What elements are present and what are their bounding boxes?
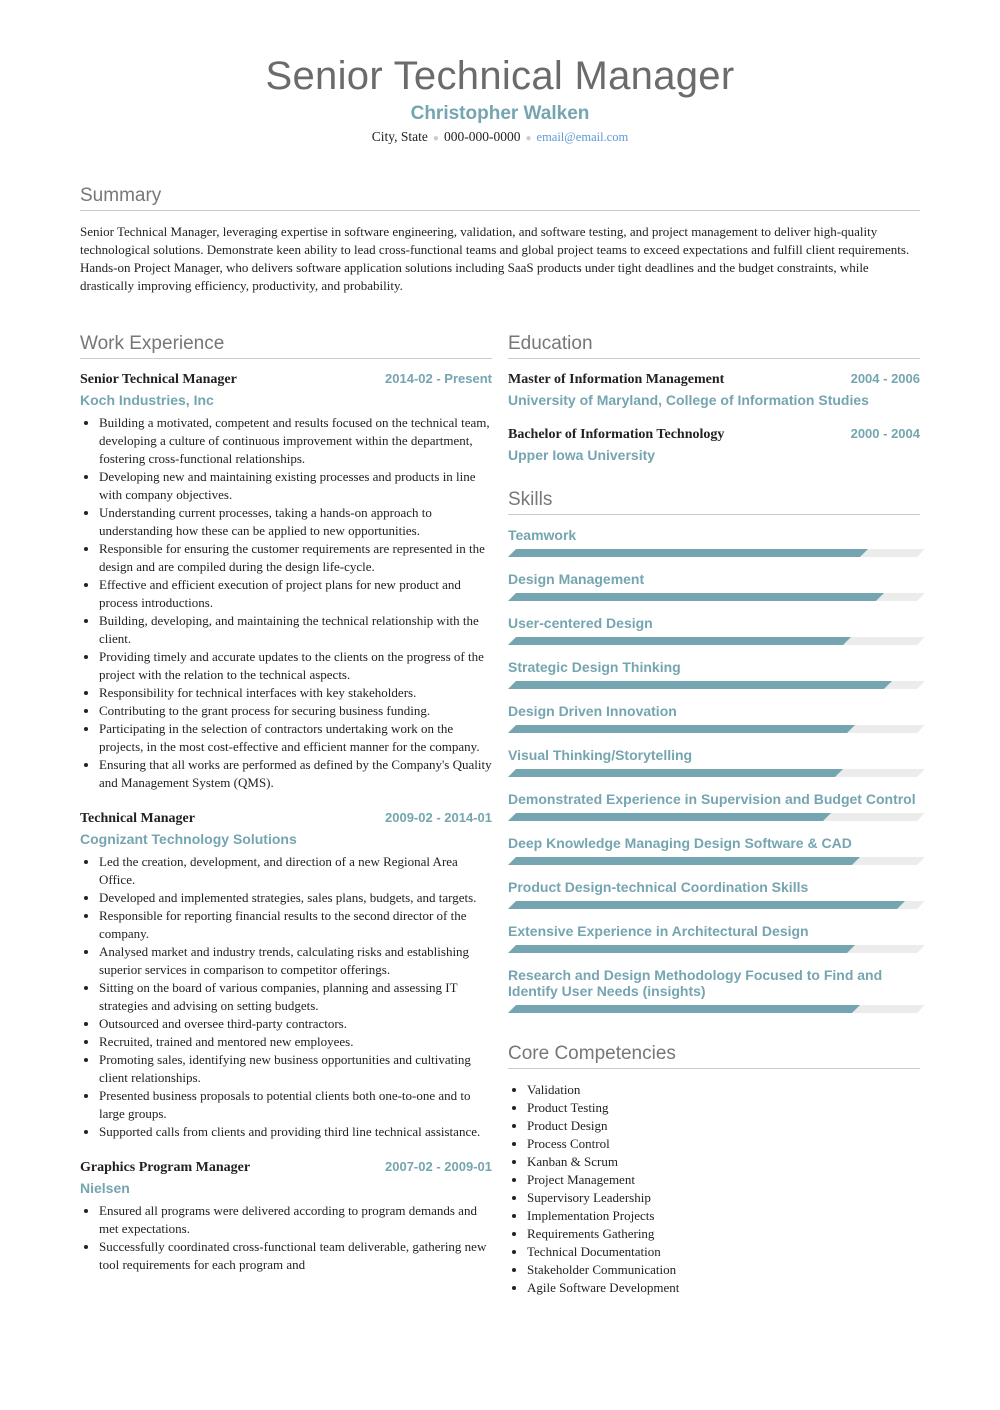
- skill-entry: [508, 703, 920, 733]
- competency-item: • Validation: [527, 1081, 920, 1099]
- skill-bar-fill: [508, 1005, 860, 1013]
- job-title: Graphics Program Manager: [80, 1160, 251, 1175]
- bullet-item: • Building, developing, and maintaining the technical relationship with the client.: [99, 612, 492, 648]
- bullet-item: • Ensuring that all works are performed as defined by the Company's Quality and Management System (QMS).: [99, 756, 492, 792]
- skill-bar-fill: [508, 549, 868, 557]
- job-header: [80, 1159, 492, 1176]
- skill-bar-track: [508, 1005, 925, 1013]
- skill-bar-track: [508, 593, 925, 601]
- bullet-item: • Responsibility for technical interfaces with key stakeholders.: [99, 684, 492, 702]
- competency-item: • Supervisory Leadership: [527, 1189, 920, 1207]
- skill-name: Teamwork: [508, 527, 577, 543]
- skill-entry: [508, 615, 920, 645]
- summary-section: [80, 185, 920, 295]
- bullet-item: • Successfully coordinated cross-functional team deliverable, gathering new tool requirements for each program and: [99, 1238, 492, 1274]
- job-entry: [80, 1159, 492, 1274]
- skill-entry: [508, 571, 920, 601]
- competency-item: • Requirements Gathering: [527, 1225, 920, 1243]
- separator-dot: ●: [432, 133, 439, 144]
- job-title: Technical Manager: [80, 811, 195, 826]
- education-entry: [508, 371, 920, 408]
- competency-item: • Technical Documentation: [527, 1243, 920, 1261]
- phone: 000-000-0000: [443, 129, 521, 144]
- bullet-item: • Supported calls from clients and providing third line technical assistance.: [99, 1123, 492, 1141]
- bullet-item: • Analysed market and industry trends, calculating risks and establishing superior services in comparison to competitor offerings.: [99, 943, 492, 979]
- job-entry: [80, 371, 492, 792]
- competencies-list: [508, 1081, 920, 1297]
- skill-entry: [508, 527, 920, 557]
- job-bullets: [80, 1202, 492, 1274]
- job-title: Senior Technical Manager: [80, 372, 237, 387]
- competency-item: • Implementation Projects: [527, 1207, 920, 1225]
- school-name: Upper Iowa University: [508, 447, 656, 463]
- candidate-name: Christopher Walken: [410, 103, 590, 124]
- skill-bar-fill: [508, 637, 851, 645]
- resume-title: Senior Technical Manager: [265, 54, 735, 98]
- separator-dot: ●: [525, 133, 532, 144]
- education-list: [508, 371, 920, 463]
- bullet-item: • Participating in the selection of contractors undertaking work on the projects, in the most cost-effective and efficient manner for the company.: [99, 720, 492, 756]
- skill-bar-track: [508, 725, 925, 733]
- work-heading: Work Experience: [80, 333, 492, 359]
- skill-bar-track: [508, 549, 925, 557]
- bullet-item: • Contributing to the grant process for securing business funding.: [99, 702, 492, 720]
- competency-item: • Stakeholder Communication: [527, 1261, 920, 1279]
- summary-text: Senior Technical Manager, leveraging expertise in software engineering, validation, and software testing, and project management to deliver high-quality technological solutions. Demonstrate keen ability to lead cross-functional teams and global project teams to exceed expectations and fulfill client requirements. Hands-on Project Manager, who delivers software application solutions including SaaS products under tight deadlines and the budget constraints, while drastically improving efficiency, productivity, and probability.: [80, 224, 910, 293]
- skill-bar-track: [508, 857, 925, 865]
- skill-name: Product Design-technical Coordination Skills: [508, 879, 809, 895]
- work-list: [80, 371, 492, 1274]
- degree: Bachelor of Information Technology: [508, 427, 725, 442]
- competency-item: • Kanban & Scrum: [527, 1153, 920, 1171]
- skill-name: Strategic Design Thinking: [508, 659, 681, 675]
- contact-line: [80, 129, 920, 145]
- skill-bar-fill: [508, 593, 884, 601]
- skill-entry: [508, 835, 920, 865]
- skill-bar-fill: [508, 725, 855, 733]
- skill-name: Extensive Experience in Architectural Design: [508, 923, 809, 939]
- skill-entry: [508, 791, 920, 821]
- skill-bar-track: [508, 901, 925, 909]
- bullet-item: • Recruited, trained and mentored new employees.: [99, 1033, 492, 1051]
- skill-name: Research and Design Methodology Focused to Find and Identify User Needs (insights): [508, 967, 883, 999]
- job-header: [80, 371, 492, 388]
- skill-bar-fill: [508, 813, 831, 821]
- skill-bar-track: [508, 813, 925, 821]
- company-name: Koch Industries, Inc: [80, 392, 214, 408]
- resume-page: [80, 0, 920, 1297]
- competencies-heading: Core Competencies: [508, 1043, 920, 1069]
- bullet-item: • Outsourced and oversee third-party contractors.: [99, 1015, 492, 1033]
- summary-heading: Summary: [80, 185, 920, 211]
- bullet-item: • Responsible for reporting financial results to the second director of the company.: [99, 907, 492, 943]
- skill-entry: [508, 747, 920, 777]
- skills-heading: Skills: [508, 489, 920, 515]
- skill-entry: [508, 923, 920, 953]
- skills-list: [508, 527, 920, 1013]
- degree: Master of Information Management: [508, 372, 725, 387]
- bullet-item: • Led the creation, development, and direction of a new Regional Area Office.: [99, 853, 492, 889]
- job-bullets: [80, 853, 492, 1141]
- skill-bar-track: [508, 681, 925, 689]
- skill-name: Visual Thinking/Storytelling: [508, 747, 693, 763]
- job-date: 2007-02 - 2009-01: [385, 1159, 492, 1174]
- job-header: [80, 810, 492, 827]
- skill-name: User-centered Design: [508, 615, 653, 631]
- competency-item: • Product Testing: [527, 1099, 920, 1117]
- bullet-item: • Presented business proposals to potential clients both one-to-one and to large groups.: [99, 1087, 492, 1123]
- skill-bar-track: [508, 637, 925, 645]
- education-entry: [508, 426, 920, 463]
- skill-name: Deep Knowledge Managing Design Software & CAD: [508, 835, 852, 851]
- company-name: Nielsen: [80, 1180, 130, 1196]
- bullet-item: • Developed and implemented strategies, sales plans, budgets, and targets.: [99, 889, 492, 907]
- skill-bar-fill: [508, 681, 892, 689]
- competency-item: • Process Control: [527, 1135, 920, 1153]
- skill-bar-fill: [508, 769, 843, 777]
- bullet-item: • Effective and efficient execution of project plans for new product and process introductions.: [99, 576, 492, 612]
- skill-entry: [508, 659, 920, 689]
- competency-item: • Product Design: [527, 1117, 920, 1135]
- education-heading: Education: [508, 333, 920, 359]
- education-date: 2004 - 2006: [850, 371, 920, 386]
- company-name: Cognizant Technology Solutions: [80, 831, 297, 847]
- skill-bar-fill: [508, 857, 860, 865]
- job-bullets: [80, 414, 492, 792]
- education-header: [508, 371, 920, 388]
- left-column: [80, 333, 492, 1297]
- skill-bar-fill: [508, 945, 855, 953]
- job-date: 2014-02 - Present: [385, 371, 492, 386]
- competency-item: • Agile Software Development: [527, 1279, 920, 1297]
- bullet-item: • Promoting sales, identifying new business opportunities and cultivating client relationships.: [99, 1051, 492, 1087]
- bullet-item: • Developing new and maintaining existing processes and products in line with company objectives.: [99, 468, 492, 504]
- bullet-item: • Sitting on the board of various companies, planning and assessing IT strategies and advising on setting budgets.: [99, 979, 492, 1015]
- skill-name: Demonstrated Experience in Supervision and Budget Control: [508, 791, 916, 807]
- competency-item: • Project Management: [527, 1171, 920, 1189]
- skill-bar-track: [508, 769, 925, 777]
- location: City, State: [371, 129, 428, 144]
- bullet-item: • Building a motivated, competent and results focused on the technical team, developing a culture of continuous improvement within the department, fostering cross-functional relationships.: [99, 414, 492, 468]
- education-header: [508, 426, 920, 443]
- bullet-item: • Providing timely and accurate updates to the clients on the progress of the project with the relation to the technical aspects.: [99, 648, 492, 684]
- skill-name: Design Driven Innovation: [508, 703, 677, 719]
- job-date: 2009-02 - 2014-01: [385, 810, 492, 825]
- skill-bar-fill: [508, 901, 905, 909]
- skill-bar-track: [508, 945, 925, 953]
- skill-entry: [508, 967, 920, 1013]
- school-name: University of Maryland, College of Information Studies: [508, 392, 869, 408]
- skill-entry: [508, 879, 920, 909]
- bullet-item: • Understanding current processes, taking a hands-on approach to understanding how these can be applied to new opportunities.: [99, 504, 492, 540]
- bullet-item: • Ensured all programs were delivered according to program demands and met expectations.: [99, 1202, 492, 1238]
- skill-name: Design Management: [508, 571, 645, 587]
- education-date: 2000 - 2004: [850, 426, 920, 441]
- email-link[interactable]: email@email.com: [536, 130, 629, 144]
- bullet-item: • Responsible for ensuring the customer requirements are represented in the design and are compiled during the design life-cycle.: [99, 540, 492, 576]
- job-entry: [80, 810, 492, 1141]
- right-column: [508, 333, 920, 1297]
